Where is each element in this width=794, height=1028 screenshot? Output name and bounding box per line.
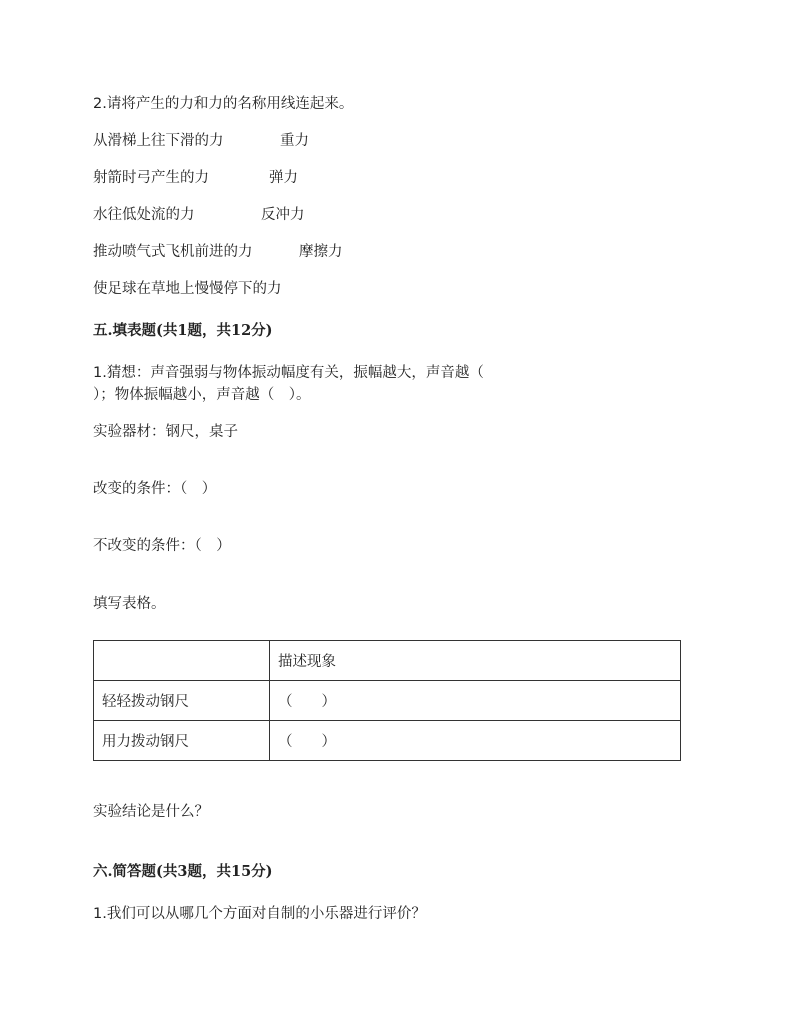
guess-line-1: 1.猜想：声音强弱与物体振动幅度有关，振幅越大，声音越（ (93, 365, 484, 381)
match-left-1: 从滑梯上往下滑的力 (93, 133, 224, 149)
q2-title: 2.请将产生的力和力的名称用线连起来。 (93, 96, 354, 112)
conclusion-question: 实验结论是什么？ (93, 804, 209, 820)
match-right-3: 反冲力 (261, 207, 305, 223)
match-left-5: 使足球在草地上慢慢停下的力 (93, 281, 282, 297)
table-header-cell: 描述现象 (270, 641, 681, 681)
match-right-2: 弹力 (269, 170, 298, 186)
section5-heading: 五.填表题(共1题，共12分) (93, 322, 273, 339)
guess-line-2: ）；物体振幅越小，声音越（ ）。 (93, 387, 311, 403)
materials-text: 实验器材：钢尺，桌子 (93, 424, 238, 440)
table-header-row (94, 641, 681, 681)
match-right-1: 重力 (280, 133, 309, 149)
match-left-3: 水往低处流的力 (93, 207, 195, 223)
section6-heading: 六.简答题(共3题，共15分) (93, 863, 273, 880)
table-cell: （ ） (270, 681, 681, 721)
changed-condition: 改变的条件：（ ） (93, 481, 217, 497)
table-row (94, 721, 681, 761)
match-left-2: 射箭时弓产生的力 (93, 170, 209, 186)
fill-table-label: 填写表格。 (93, 596, 166, 612)
section6-q1: 1.我们可以从哪几个方面对自制的小乐器进行评价？ (93, 906, 426, 922)
table-cell: 轻轻拨动钢尺 (94, 681, 270, 721)
table-cell: 用力拨动钢尺 (94, 721, 270, 761)
table-row (94, 681, 681, 721)
unchanged-condition: 不改变的条件：（ ） (93, 538, 231, 554)
match-right-4: 摩擦力 (299, 244, 343, 260)
table-header-cell (94, 641, 270, 681)
match-left-4: 推动喷气式飞机前进的力 (93, 244, 253, 260)
experiment-table (93, 640, 681, 761)
table-cell: （ ） (270, 721, 681, 761)
